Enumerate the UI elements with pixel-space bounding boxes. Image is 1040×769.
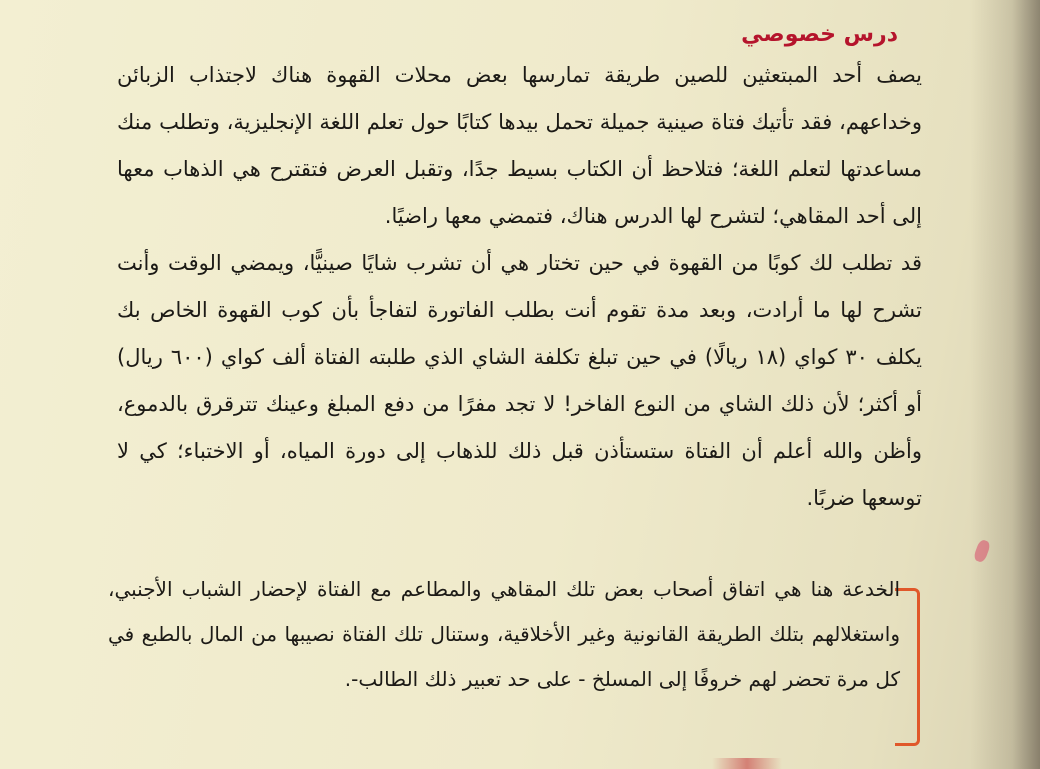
story-body — [117, 52, 922, 522]
section-heading: درس خصوصي — [741, 22, 898, 47]
page-edge-shadow — [970, 0, 1040, 769]
paragraph-2: قد تطلب لك كوبًا من القهوة في حين تختار هي أن تشرب شايًا صينيًّا، ويمضي الوقت وأنت تشرح لها ما أرادت، وبعد مدة تقوم أنت بطلب الفاتورة لتفاجأ بأن كوب القهوة الخاص بك يكلف ٣٠ كواي (١٨ ريالًا) في حين تبلغ تكلفة الشاي الذي طلبته الفتاة ألف كواي (٦٠٠ ريال) أو أكثر؛ لأن ذلك الشاي من النوع الفاخر! لا تجد مفرًا من دفع المبلغ وعينك تترقرق بالدموع، وأظن والله أعلم أن الفتاة ستستأذن قبل ذلك للذهاب إلى دورة المياه، أو الاختباء؛ كي لا توسعها ضربًا. — [117, 251, 923, 510]
paragraph-1: يصف أحد المبتعثين للصين طريقة تمارسها بعض محلات القهوة هناك لاجتذاب الزبائن وخداعهم، فقد تأتيك فتاة صينية جميلة تحمل بيدها كتابًا حول تعلم اللغة الإنجليزية، وتطلب منك مساعدتها لتعلم اللغة؛ فتلاحظ أن الكتاب بسيط جدًا، وتقبل العرض فتقترح هي الذهاب معها إلى أحد المقاهي؛ لتشرح لها الدرس هناك، فتمضي معها راضيًا. — [117, 63, 922, 228]
note-text: الخدعة هنا هي اتفاق أصحاب بعض تلك المقاهي والمطاعم مع الفتاة لإحضار الشباب الأجنبي، واستغلالهم بتلك الطريقة القانونية وغير الأخلاقية، وستنال تلك الفتاة نصيبها من المال بالطبع في كل مرة تحضر لهم خروفًا إلى المسلخ - على حد تعبير ذلك الطالب-. — [108, 577, 900, 691]
next-heading-fragment — [712, 758, 782, 769]
explanation-note — [108, 567, 900, 702]
